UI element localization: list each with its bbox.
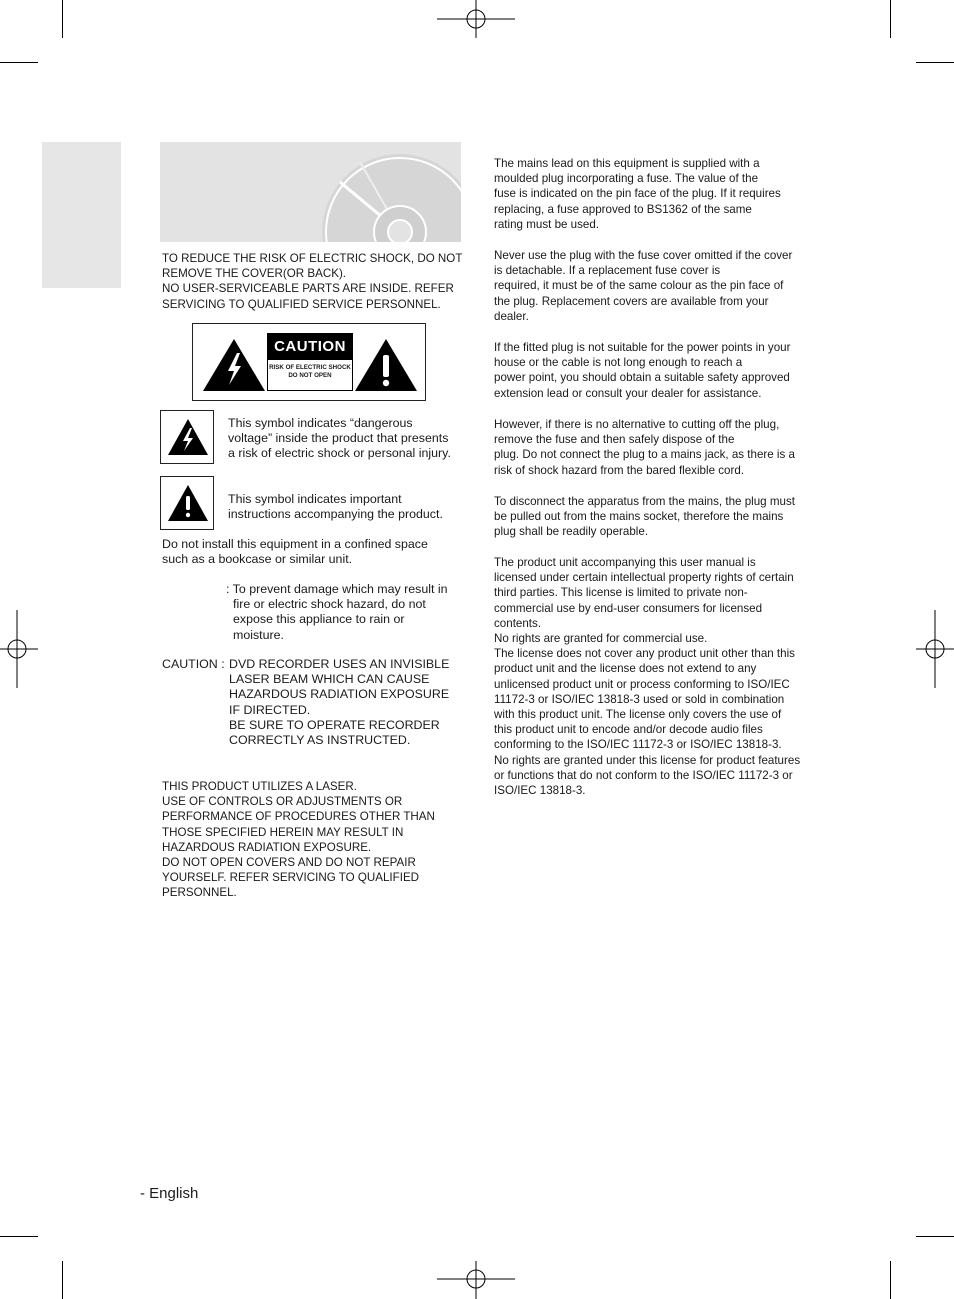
- text-line: DVD RECORDER USES AN INVISIBLE: [229, 657, 450, 671]
- exclamation-warning-icon: [353, 337, 419, 393]
- text-line: unlicensed product unit or process conforming to ISO/IEC: [494, 677, 790, 691]
- fuse-paragraph: [494, 156, 781, 232]
- caution-subtitle-line: DO NOT OPEN: [288, 372, 332, 379]
- text-line: fuse is indicated on the pin face of the plug. If it requires: [494, 187, 781, 201]
- laser-caution-prefix: CAUTION :: [162, 657, 225, 671]
- text-line: plug. Do not connect the plug to a mains jack, as there is a: [494, 448, 795, 462]
- exclamation-warning-icon: [161, 477, 215, 531]
- text-line: 11172-3 or ISO/IEC 13818-3 used or sold in combination: [494, 692, 785, 706]
- header-band: [160, 142, 461, 242]
- text-line: The license does not cover any product unit other than this: [494, 647, 795, 661]
- text-line: replacing, a fuse approved to BS1362 of the same: [494, 202, 752, 216]
- voltage-symbol-text: [228, 416, 451, 462]
- text-line: : To prevent damage which may result in: [226, 582, 448, 596]
- text-line: instructions accompanying the product.: [228, 507, 443, 522]
- text-line: REMOVE THE COVER(OR BACK).: [162, 267, 347, 281]
- text-line: ISO/IEC 13818-3.: [494, 784, 586, 798]
- text-line: such as a bookcase or similar unit.: [162, 552, 353, 567]
- lightning-warning-icon: [201, 337, 267, 393]
- text-line: THOSE SPECIFIED HEREIN MAY RESULT IN: [162, 825, 404, 839]
- caution-title: CAUTION: [268, 334, 352, 360]
- text-line: TO REDUCE THE RISK OF ELECTRIC SHOCK, DO NOT: [162, 252, 463, 265]
- fuse-cover-paragraph: [494, 248, 792, 324]
- text-line: The mains lead on this equipment is supplied with a: [494, 157, 760, 170]
- side-tab: [42, 142, 121, 288]
- registration-mark-icon: [437, 1259, 517, 1299]
- shock-warning-text: [162, 251, 462, 312]
- text-line: IF DIRECTED.: [229, 702, 311, 717]
- lightning-warning-icon: [161, 411, 215, 465]
- registration-mark-icon: [914, 610, 954, 690]
- crop-mark: [62, 0, 63, 38]
- text-line: Do not install this equipment in a confined space: [162, 537, 428, 551]
- text-line: extension lead or consult your dealer for assistance.: [494, 386, 762, 400]
- text-line: CORRECTLY AS INSTRUCTED.: [229, 733, 411, 748]
- text-line: product unit and the license does not extend to any: [494, 662, 757, 676]
- moisture-warning-text: [226, 582, 448, 643]
- text-line: PERFORMANCE OF PROCEDURES OTHER THAN: [162, 810, 435, 824]
- text-line: SERVICING TO QUALIFIED SERVICE PERSONNEL.: [162, 297, 441, 311]
- confined-space-text: [162, 537, 428, 567]
- text-line: moulded plug incorporating a fuse. The value of the: [494, 172, 759, 186]
- unsuitable-plug-paragraph: [494, 340, 790, 401]
- page-number: - English: [140, 1185, 199, 1202]
- text-line: rating must be used.: [494, 217, 600, 231]
- crop-mark: [916, 62, 954, 63]
- text-line: HAZARDOUS RADIATION EXPOSURE.: [162, 840, 372, 854]
- text-line: HAZARDOUS RADIATION EXPOSURE: [229, 687, 450, 702]
- text-line: or functions that do not conform to the ISO/IEC 11172-3 or: [494, 768, 793, 782]
- text-line: However, if there is no alternative to cutting off the plug,: [494, 418, 780, 431]
- caution-subtitle: [268, 364, 352, 380]
- license-paragraph: [494, 555, 800, 798]
- text-line: USE OF CONTROLS OR ADJUSTMENTS OR: [162, 795, 403, 809]
- text-line: plug shall be readily operable.: [494, 525, 649, 539]
- text-line: If the fitted plug is not suitable for the power points in your: [494, 341, 791, 354]
- text-line: YOURSELF. REFER SERVICING TO QUALIFIED: [162, 871, 420, 885]
- text-line: This symbol indicates “dangerous: [228, 416, 413, 430]
- registration-mark-icon: [0, 610, 40, 690]
- text-line: DO NOT OPEN COVERS AND DO NOT REPAIR: [162, 856, 416, 870]
- text-line: with this product unit. The license only covers the use of: [494, 708, 782, 722]
- text-line: Never use the plug with the fuse cover omitted if the cover: [494, 249, 793, 262]
- text-line: fire or electric shock hazard, do not: [233, 597, 426, 612]
- text-line: No rights are granted for commercial use.: [494, 632, 708, 646]
- voltage-symbol-box: [160, 410, 214, 464]
- cut-plug-paragraph: [494, 417, 795, 478]
- text-line: dealer.: [494, 309, 529, 323]
- text-line: be pulled out from the mains socket, therefore the mains: [494, 510, 784, 524]
- caution-subtitle-line: RISK OF ELECTRIC SHOCK: [269, 364, 351, 371]
- text-line: commercial use by end-user consumers for licensed: [494, 601, 763, 615]
- text-line: remove the fuse and then safely dispose of the: [494, 433, 735, 447]
- text-line: No rights are granted under this license for product features: [494, 753, 801, 767]
- registration-mark-icon: [437, 0, 517, 40]
- crop-mark: [0, 1236, 38, 1237]
- text-line: conforming to the ISO/IEC 11172-3 or ISO/IEC 13818-3.: [494, 738, 782, 752]
- crop-mark: [890, 0, 891, 38]
- caution-label: [267, 333, 353, 391]
- text-line: To disconnect the apparatus from the mains, the plug must: [494, 495, 795, 508]
- text-line: The product unit accompanying this user manual is: [494, 556, 756, 569]
- caution-label-panel: [192, 323, 426, 401]
- text-line: a risk of electric shock or personal injury.: [228, 446, 451, 461]
- text-line: licensed under certain intellectual property rights of certain: [494, 571, 794, 585]
- text-line: This symbol indicates important: [228, 492, 402, 506]
- text-line: required, it must be of the same colour as the pin face of: [494, 279, 784, 293]
- text-line: is detachable. If a replacement fuse cover is: [494, 264, 721, 278]
- text-line: house or the cable is not long enough to reach a: [494, 356, 743, 370]
- text-line: voltage” inside the product that presents: [228, 431, 449, 446]
- crop-mark: [916, 1236, 954, 1237]
- text-line: contents.: [494, 616, 542, 630]
- text-line: THIS PRODUCT UTILIZES A LASER.: [162, 780, 357, 793]
- text-line: the plug. Replacement covers are available from your: [494, 294, 769, 308]
- text-line: expose this appliance to rain or: [233, 612, 405, 627]
- instruction-symbol-box: [160, 476, 214, 530]
- text-line: moisture.: [233, 627, 284, 642]
- text-line: NO USER-SERVICEABLE PARTS ARE INSIDE. REFER: [162, 282, 454, 296]
- text-line: LASER BEAM WHICH CAN CAUSE: [229, 672, 430, 687]
- laser-caution-text: [229, 657, 449, 748]
- text-line: power point, you should obtain a suitable safety approved: [494, 371, 790, 385]
- text-line: this product unit to encode and/or decode audio files: [494, 723, 763, 737]
- crop-mark: [62, 1261, 63, 1299]
- text-line: BE SURE TO OPERATE RECORDER: [229, 717, 440, 732]
- crop-mark: [890, 1261, 891, 1299]
- instruction-symbol-text: [228, 492, 443, 522]
- text-line: PERSONNEL.: [162, 886, 237, 900]
- disconnect-paragraph: [494, 494, 795, 540]
- crop-mark: [0, 62, 38, 63]
- laser-notice-text: [162, 779, 435, 901]
- text-line: third parties. This license is limited to private non-: [494, 586, 748, 600]
- text-line: risk of shock hazard from the bared flexible cord.: [494, 463, 745, 477]
- disc-icon: [160, 142, 461, 242]
